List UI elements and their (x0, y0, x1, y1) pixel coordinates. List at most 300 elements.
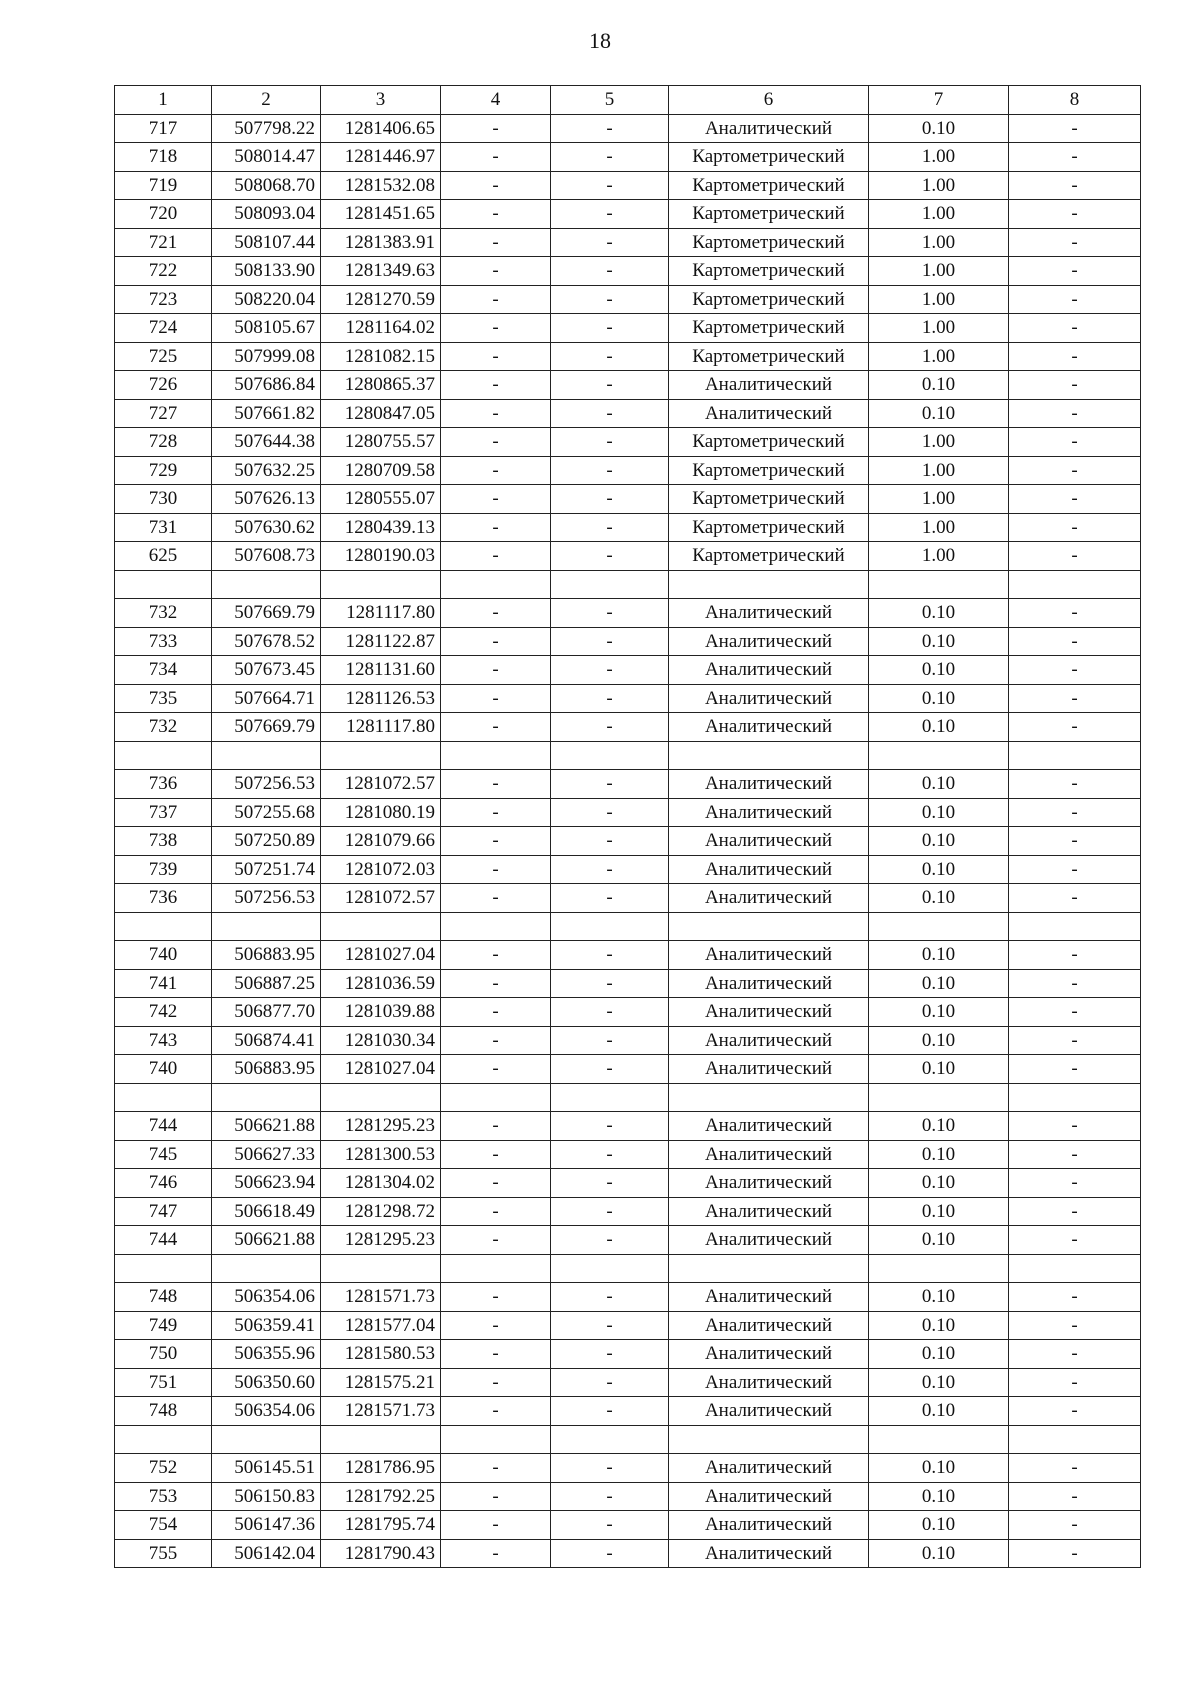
empty-cell (212, 1425, 321, 1454)
table-cell-col-6: Картометрический (669, 513, 869, 542)
table-cell-col-7: 0.10 (869, 1197, 1009, 1226)
table-cell-col-7: 1.00 (869, 456, 1009, 485)
table-cell-col-5: - (551, 228, 669, 257)
table-cell-col-1: 754 (115, 1511, 212, 1540)
table-cell-col-7: 0.10 (869, 1226, 1009, 1255)
table-cell-col-8: - (1009, 428, 1141, 457)
table-cell-col-8: - (1009, 228, 1141, 257)
table-body (115, 86, 1141, 1568)
table-row (115, 884, 1141, 913)
table-cell-col-3: 1281030.34 (321, 1026, 441, 1055)
table-cell-col-6: Аналитический (669, 1340, 869, 1369)
table-cell-col-2: 506627.33 (212, 1140, 321, 1169)
table-row (115, 1340, 1141, 1369)
table-row (115, 684, 1141, 713)
table-cell-col-4: - (441, 1397, 551, 1426)
table-cell-col-5: - (551, 1169, 669, 1198)
table-cell-col-1: 733 (115, 627, 212, 656)
table-cell-col-5: - (551, 1055, 669, 1084)
table-cell-col-3: 1281349.63 (321, 257, 441, 286)
table-cell-col-5: - (551, 485, 669, 514)
header-cell: 5 (551, 86, 669, 115)
table-cell-col-7: 1.00 (869, 257, 1009, 286)
table-cell-col-8: - (1009, 713, 1141, 742)
empty-cell (321, 741, 441, 770)
table-cell-col-4: - (441, 770, 551, 799)
table-cell-col-8: - (1009, 1283, 1141, 1312)
table-cell-col-2: 506350.60 (212, 1368, 321, 1397)
table-cell-col-8: - (1009, 399, 1141, 428)
table-cell-col-3: 1281270.59 (321, 285, 441, 314)
table-row (115, 770, 1141, 799)
table-cell-col-5: - (551, 1226, 669, 1255)
table-cell-col-2: 506621.88 (212, 1112, 321, 1141)
table-cell-col-7: 0.10 (869, 770, 1009, 799)
table-cell-col-5: - (551, 713, 669, 742)
empty-cell (869, 570, 1009, 599)
table-cell-col-8: - (1009, 1482, 1141, 1511)
table-cell-col-1: 727 (115, 399, 212, 428)
table-cell-col-1: 742 (115, 998, 212, 1027)
table-cell-col-4: - (441, 1511, 551, 1540)
table-cell-col-7: 0.10 (869, 1454, 1009, 1483)
table-cell-col-1: 739 (115, 855, 212, 884)
table-cell-col-1: 730 (115, 485, 212, 514)
table-cell-col-5: - (551, 285, 669, 314)
table-cell-col-1: 749 (115, 1311, 212, 1340)
table-cell-col-8: - (1009, 1226, 1141, 1255)
table-cell-col-3: 1281446.97 (321, 143, 441, 172)
table-cell-col-8: - (1009, 1397, 1141, 1426)
table-cell-col-6: Аналитический (669, 827, 869, 856)
empty-cell (1009, 570, 1141, 599)
table-cell-col-1: 723 (115, 285, 212, 314)
empty-cell (212, 912, 321, 941)
table-cell-col-5: - (551, 200, 669, 229)
table-cell-col-2: 507798.22 (212, 114, 321, 143)
table-cell-col-3: 1281790.43 (321, 1539, 441, 1568)
table-row (115, 114, 1141, 143)
table-cell-col-1: 743 (115, 1026, 212, 1055)
table-row (115, 827, 1141, 856)
empty-cell (441, 1254, 551, 1283)
table-cell-col-8: - (1009, 1511, 1141, 1540)
table-row (115, 1511, 1141, 1540)
table-cell-col-2: 507256.53 (212, 770, 321, 799)
table-cell-col-1: 745 (115, 1140, 212, 1169)
table-cell-col-8: - (1009, 1026, 1141, 1055)
table-cell-col-5: - (551, 1112, 669, 1141)
table-row (115, 371, 1141, 400)
table-cell-col-5: - (551, 1539, 669, 1568)
table-cell-col-7: 0.10 (869, 1368, 1009, 1397)
table-cell-col-4: - (441, 1026, 551, 1055)
table-cell-col-1: 736 (115, 770, 212, 799)
table-cell-col-1: 741 (115, 969, 212, 998)
table-cell-col-8: - (1009, 827, 1141, 856)
table-cell-col-6: Картометрический (669, 342, 869, 371)
empty-cell (321, 912, 441, 941)
table-cell-col-3: 1281164.02 (321, 314, 441, 343)
table-cell-col-7: 0.10 (869, 1140, 1009, 1169)
table-row (115, 428, 1141, 457)
empty-cell (321, 1083, 441, 1112)
table-cell-col-5: - (551, 428, 669, 457)
table-cell-col-3: 1281298.72 (321, 1197, 441, 1226)
table-cell-col-2: 508133.90 (212, 257, 321, 286)
table-cell-col-6: Аналитический (669, 855, 869, 884)
table-row (115, 1140, 1141, 1169)
empty-cell (212, 1254, 321, 1283)
table-cell-col-7: 0.10 (869, 1340, 1009, 1369)
table-cell-col-7: 0.10 (869, 713, 1009, 742)
table-cell-col-6: Аналитический (669, 1482, 869, 1511)
table-cell-col-3: 1281383.91 (321, 228, 441, 257)
table-cell-col-2: 507632.25 (212, 456, 321, 485)
table-cell-col-8: - (1009, 1539, 1141, 1568)
table-cell-col-5: - (551, 1482, 669, 1511)
table-cell-col-2: 506150.83 (212, 1482, 321, 1511)
empty-cell (551, 1083, 669, 1112)
table-cell-col-4: - (441, 399, 551, 428)
table-cell-col-2: 506877.70 (212, 998, 321, 1027)
table-cell-col-7: 0.10 (869, 399, 1009, 428)
table-cell-col-7: 1.00 (869, 285, 1009, 314)
table-cell-col-2: 506355.96 (212, 1340, 321, 1369)
table-cell-col-2: 507608.73 (212, 542, 321, 571)
table-cell-col-7: 0.10 (869, 599, 1009, 628)
table-row (115, 998, 1141, 1027)
table-cell-col-1: 755 (115, 1539, 212, 1568)
table-cell-col-2: 507644.38 (212, 428, 321, 457)
header-cell: 1 (115, 86, 212, 115)
table-cell-col-3: 1281082.15 (321, 342, 441, 371)
table-cell-col-7: 1.00 (869, 228, 1009, 257)
table-row (115, 1311, 1141, 1340)
table-cell-col-8: - (1009, 1197, 1141, 1226)
table-cell-col-6: Аналитический (669, 1397, 869, 1426)
table-cell-col-5: - (551, 513, 669, 542)
table-cell-col-5: - (551, 1368, 669, 1397)
table-cell-col-8: - (1009, 542, 1141, 571)
empty-cell (669, 741, 869, 770)
table-cell-col-2: 508220.04 (212, 285, 321, 314)
separator-row (115, 912, 1141, 941)
table-cell-col-4: - (441, 1112, 551, 1141)
table-cell-col-7: 1.00 (869, 513, 1009, 542)
table-cell-col-5: - (551, 969, 669, 998)
empty-cell (115, 1083, 212, 1112)
table-cell-col-7: 0.10 (869, 1539, 1009, 1568)
table-cell-col-4: - (441, 1283, 551, 1312)
table-cell-col-1: 722 (115, 257, 212, 286)
table-cell-col-5: - (551, 1511, 669, 1540)
table-cell-col-4: - (441, 884, 551, 913)
table-cell-col-1: 732 (115, 713, 212, 742)
table-cell-col-7: 1.00 (869, 542, 1009, 571)
empty-cell (441, 741, 551, 770)
table-cell-col-4: - (441, 656, 551, 685)
table-cell-col-5: - (551, 798, 669, 827)
table-cell-col-2: 507678.52 (212, 627, 321, 656)
table-cell-col-7: 0.10 (869, 855, 1009, 884)
empty-cell (1009, 741, 1141, 770)
table-cell-col-8: - (1009, 941, 1141, 970)
table-cell-col-2: 506354.06 (212, 1283, 321, 1312)
table-row (115, 969, 1141, 998)
table-row (115, 855, 1141, 884)
table-cell-col-1: 734 (115, 656, 212, 685)
table-cell-col-2: 506142.04 (212, 1539, 321, 1568)
table-row (115, 456, 1141, 485)
table-cell-col-6: Картометрический (669, 143, 869, 172)
table-cell-col-8: - (1009, 770, 1141, 799)
empty-cell (212, 1083, 321, 1112)
empty-cell (551, 1254, 669, 1283)
table-cell-col-5: - (551, 827, 669, 856)
table-cell-col-3: 1281451.65 (321, 200, 441, 229)
table-cell-col-4: - (441, 513, 551, 542)
table-cell-col-3: 1281532.08 (321, 171, 441, 200)
table-cell-col-3: 1281079.66 (321, 827, 441, 856)
table-cell-col-4: - (441, 1055, 551, 1084)
empty-cell (115, 1425, 212, 1454)
table-cell-col-4: - (441, 1368, 551, 1397)
table-cell-col-4: - (441, 798, 551, 827)
table-row (115, 1026, 1141, 1055)
table-cell-col-4: - (441, 684, 551, 713)
separator-row (115, 1425, 1141, 1454)
table-cell-col-8: - (1009, 684, 1141, 713)
table-row (115, 1055, 1141, 1084)
table-cell-col-3: 1281027.04 (321, 941, 441, 970)
table-cell-col-3: 1281571.73 (321, 1397, 441, 1426)
table-cell-col-4: - (441, 969, 551, 998)
table-cell-col-1: 748 (115, 1283, 212, 1312)
table-cell-col-5: - (551, 998, 669, 1027)
table-cell-col-7: 1.00 (869, 314, 1009, 343)
table-cell-col-6: Картометрический (669, 542, 869, 571)
table-cell-col-6: Аналитический (669, 1454, 869, 1483)
table-cell-col-1: 744 (115, 1226, 212, 1255)
table-cell-col-8: - (1009, 513, 1141, 542)
table-cell-col-6: Аналитический (669, 656, 869, 685)
table-cell-col-3: 1281039.88 (321, 998, 441, 1027)
table-cell-col-7: 0.10 (869, 1169, 1009, 1198)
table-cell-col-4: - (441, 1340, 551, 1369)
table-cell-col-1: 625 (115, 542, 212, 571)
table-row (115, 656, 1141, 685)
table-cell-col-1: 740 (115, 941, 212, 970)
table-row (115, 1454, 1141, 1483)
table-cell-col-2: 507669.79 (212, 599, 321, 628)
table-cell-col-3: 1280709.58 (321, 456, 441, 485)
separator-row (115, 1254, 1141, 1283)
table-cell-col-6: Аналитический (669, 1368, 869, 1397)
table-cell-col-1: 735 (115, 684, 212, 713)
table-cell-col-3: 1281072.57 (321, 770, 441, 799)
table-cell-col-1: 720 (115, 200, 212, 229)
table-cell-col-8: - (1009, 114, 1141, 143)
table-cell-col-5: - (551, 656, 669, 685)
table-cell-col-4: - (441, 285, 551, 314)
table-cell-col-8: - (1009, 656, 1141, 685)
table-row (115, 171, 1141, 200)
header-cell: 8 (1009, 86, 1141, 115)
table-cell-col-2: 507673.45 (212, 656, 321, 685)
empty-cell (441, 1425, 551, 1454)
table-cell-col-2: 507626.13 (212, 485, 321, 514)
table-cell-col-2: 506623.94 (212, 1169, 321, 1198)
table-cell-col-7: 0.10 (869, 1397, 1009, 1426)
table-cell-col-5: - (551, 941, 669, 970)
table-cell-col-4: - (441, 1539, 551, 1568)
table-cell-col-3: 1281072.57 (321, 884, 441, 913)
table-cell-col-7: 0.10 (869, 998, 1009, 1027)
table-cell-col-7: 0.10 (869, 827, 1009, 856)
table-cell-col-1: 738 (115, 827, 212, 856)
table-cell-col-8: - (1009, 1169, 1141, 1198)
table-row (115, 627, 1141, 656)
table-cell-col-4: - (441, 342, 551, 371)
empty-cell (115, 741, 212, 770)
table-cell-col-8: - (1009, 171, 1141, 200)
table-cell-col-5: - (551, 855, 669, 884)
table-cell-col-8: - (1009, 485, 1141, 514)
table-row (115, 798, 1141, 827)
table-cell-col-5: - (551, 884, 669, 913)
table-cell-col-2: 508068.70 (212, 171, 321, 200)
table-cell-col-5: - (551, 342, 669, 371)
table-cell-col-1: 731 (115, 513, 212, 542)
empty-cell (115, 912, 212, 941)
table-cell-col-6: Аналитический (669, 1026, 869, 1055)
empty-cell (669, 912, 869, 941)
table-cell-col-2: 506145.51 (212, 1454, 321, 1483)
table-cell-col-4: - (441, 998, 551, 1027)
table-row (115, 1397, 1141, 1426)
table-cell-col-6: Аналитический (669, 969, 869, 998)
table-cell-col-3: 1281300.53 (321, 1140, 441, 1169)
table-cell-col-8: - (1009, 1340, 1141, 1369)
separator-row (115, 570, 1141, 599)
empty-cell (869, 741, 1009, 770)
table-cell-col-4: - (441, 228, 551, 257)
table-cell-col-7: 0.10 (869, 1055, 1009, 1084)
table-cell-col-4: - (441, 200, 551, 229)
table-cell-col-4: - (441, 542, 551, 571)
table-cell-col-6: Аналитический (669, 1226, 869, 1255)
table-cell-col-5: - (551, 542, 669, 571)
table-cell-col-5: - (551, 770, 669, 799)
table-cell-col-5: - (551, 1340, 669, 1369)
table-row (115, 1283, 1141, 1312)
table-cell-col-6: Аналитический (669, 884, 869, 913)
table-cell-col-6: Аналитический (669, 1112, 869, 1141)
table-cell-col-2: 506874.41 (212, 1026, 321, 1055)
table-cell-col-1: 721 (115, 228, 212, 257)
table-cell-col-1: 736 (115, 884, 212, 913)
table-cell-col-6: Картометрический (669, 314, 869, 343)
table-cell-col-4: - (441, 1169, 551, 1198)
table-cell-col-3: 1280190.03 (321, 542, 441, 571)
table-cell-col-6: Аналитический (669, 1197, 869, 1226)
table-cell-col-3: 1281080.19 (321, 798, 441, 827)
table-cell-col-8: - (1009, 257, 1141, 286)
table-cell-col-2: 507664.71 (212, 684, 321, 713)
table-cell-col-5: - (551, 1197, 669, 1226)
table-row (115, 1368, 1141, 1397)
table-cell-col-8: - (1009, 1055, 1141, 1084)
table-cell-col-1: 751 (115, 1368, 212, 1397)
table-cell-col-3: 1280847.05 (321, 399, 441, 428)
table-cell-col-7: 0.10 (869, 1311, 1009, 1340)
table-cell-col-5: - (551, 627, 669, 656)
table-cell-col-2: 506883.95 (212, 1055, 321, 1084)
table-cell-col-5: - (551, 1140, 669, 1169)
table-cell-col-6: Аналитический (669, 1283, 869, 1312)
table-cell-col-7: 1.00 (869, 342, 1009, 371)
header-cell: 6 (669, 86, 869, 115)
table-cell-col-4: - (441, 1226, 551, 1255)
table-cell-col-6: Картометрический (669, 200, 869, 229)
empty-cell (869, 1083, 1009, 1112)
table-cell-col-8: - (1009, 285, 1141, 314)
empty-cell (441, 570, 551, 599)
table-cell-col-2: 508093.04 (212, 200, 321, 229)
table-cell-col-4: - (441, 1454, 551, 1483)
table-row (115, 513, 1141, 542)
table-cell-col-4: - (441, 1482, 551, 1511)
table-cell-col-6: Аналитический (669, 1511, 869, 1540)
empty-cell (669, 1254, 869, 1283)
table-cell-col-7: 0.10 (869, 1482, 1009, 1511)
table-cell-col-6: Аналитический (669, 770, 869, 799)
table-cell-col-3: 1281126.53 (321, 684, 441, 713)
empty-cell (321, 570, 441, 599)
table-cell-col-3: 1281117.80 (321, 599, 441, 628)
empty-cell (1009, 1425, 1141, 1454)
table-row (115, 200, 1141, 229)
table-cell-col-1: 729 (115, 456, 212, 485)
table-cell-col-5: - (551, 1311, 669, 1340)
table-cell-col-6: Аналитический (669, 114, 869, 143)
table-cell-col-3: 1280755.57 (321, 428, 441, 457)
table-cell-col-8: - (1009, 998, 1141, 1027)
table-cell-col-7: 1.00 (869, 143, 1009, 172)
table-cell-col-1: 728 (115, 428, 212, 457)
header-cell: 2 (212, 86, 321, 115)
table-row (115, 257, 1141, 286)
table-cell-col-6: Аналитический (669, 941, 869, 970)
empty-cell (551, 741, 669, 770)
table-cell-col-1: 753 (115, 1482, 212, 1511)
table-cell-col-5: - (551, 314, 669, 343)
table-cell-col-8: - (1009, 969, 1141, 998)
table-cell-col-7: 0.10 (869, 656, 1009, 685)
empty-cell (669, 1083, 869, 1112)
table-row (115, 1169, 1141, 1198)
table-cell-col-1: 724 (115, 314, 212, 343)
table-cell-col-8: - (1009, 1368, 1141, 1397)
table-cell-col-4: - (441, 114, 551, 143)
table-cell-col-7: 0.10 (869, 941, 1009, 970)
table-cell-col-1: 748 (115, 1397, 212, 1426)
separator-row (115, 741, 1141, 770)
table-cell-col-8: - (1009, 200, 1141, 229)
table-cell-col-4: - (441, 456, 551, 485)
table-cell-col-6: Картометрический (669, 171, 869, 200)
